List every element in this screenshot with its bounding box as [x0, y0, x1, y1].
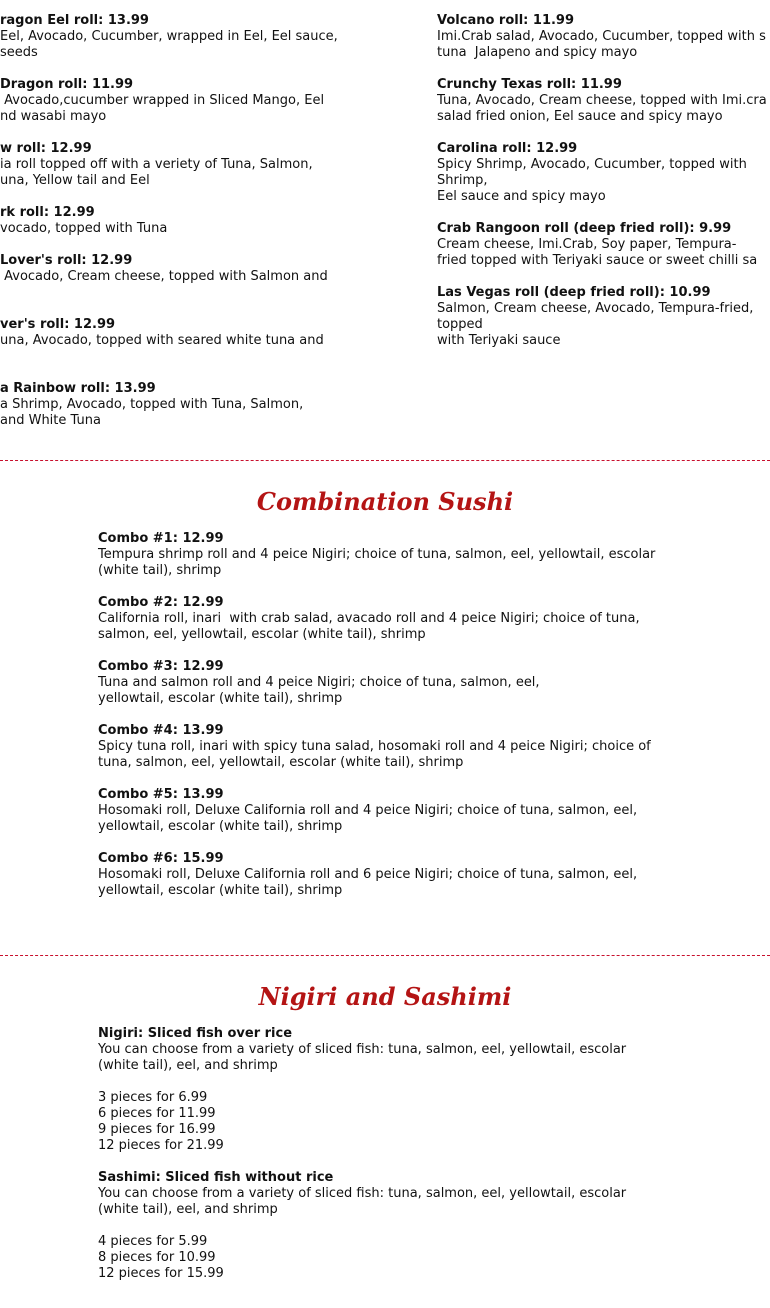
item-desc: yellowtail, escolar (white tail), shrimp: [98, 883, 343, 898]
sashimi-desc: You can choose from a variety of sliced fish: tuna, salmon, eel, yellowtail, escolar: [98, 1186, 627, 1201]
menu-item: [437, 285, 770, 349]
section-heading-combination: Combination Sushi: [256, 487, 514, 516]
menu-item: [0, 141, 360, 189]
item-title: Combo #1: 12.99: [98, 531, 224, 546]
combo-item: [98, 723, 718, 771]
item-desc: Hosomaki roll, Deluxe California roll and 6 peice Nigiri; choice of tuna, salmon, eel,: [98, 867, 638, 882]
item-desc: fried topped with Teriyaki sauce or sweet chilli sa: [437, 253, 758, 268]
sashimi-price: 8 pieces for 10.99: [98, 1250, 216, 1265]
section-divider: [0, 955, 770, 956]
item-desc: ia roll topped off with a veriety of Tuna, Salmon,: [0, 157, 313, 172]
item-desc: topped: [437, 317, 483, 332]
item-desc: Avocado, Cream cheese, topped with Salmon and: [0, 269, 328, 284]
combo-item: [98, 659, 718, 707]
item-desc: Imi.Crab salad, Avocado, Cucumber, topped with s: [437, 29, 766, 44]
nigiri-price: 9 pieces for 16.99: [98, 1122, 216, 1137]
section-divider: [0, 460, 770, 461]
nigiri-title: Nigiri: Sliced fish over rice: [98, 1026, 293, 1041]
item-desc: yellowtail, escolar (white tail), shrimp: [98, 691, 343, 706]
item-desc: salmon, eel, yellowtail, escolar (white tail), shrimp: [98, 627, 426, 642]
item-desc: Eel, Avocado, Cucumber, wrapped in Eel, Eel sauce,: [0, 29, 338, 44]
item-title: rk roll: 12.99: [0, 205, 95, 220]
item-desc: Tempura shrimp roll and 4 peice Nigiri; choice of tuna, salmon, eel, yellowtail, escolar: [98, 547, 656, 562]
item-title: Combo #5: 13.99: [98, 787, 224, 802]
item-desc: Shrimp,: [437, 173, 488, 188]
item-title: a Rainbow roll: 13.99: [0, 381, 156, 396]
menu-item: [0, 13, 360, 61]
item-desc: vocado, topped with Tuna: [0, 221, 168, 236]
item-title: Combo #6: 15.99: [98, 851, 224, 866]
nigiri-price: 6 pieces for 11.99: [98, 1106, 216, 1121]
section-heading-nigiri: Nigiri and Sashimi: [258, 982, 512, 1011]
menu-item: [0, 317, 360, 365]
menu-item: [437, 141, 770, 205]
menu-item: [0, 205, 360, 237]
combination-list: [98, 531, 718, 915]
item-desc: tuna, salmon, eel, yellowtail, escolar (white tail), shrimp: [98, 755, 464, 770]
item-title: Carolina roll: 12.99: [437, 141, 578, 156]
item-title: Dragon roll: 11.99: [0, 77, 134, 92]
item-desc: Hosomaki roll, Deluxe California roll and 4 peice Nigiri; choice of tuna, salmon, eel,: [98, 803, 638, 818]
item-desc: Avocado,cucumber wrapped in Sliced Mango, Eel: [0, 93, 325, 108]
combo-item: [98, 531, 718, 579]
item-desc: nd wasabi mayo: [0, 109, 107, 124]
item-title: ver's roll: 12.99: [0, 317, 116, 332]
item-desc: Spicy tuna roll, inari with spicy tuna salad, hosomaki roll and 4 peice Nigiri; choice of: [98, 739, 651, 754]
item-desc: Cream cheese, Imi.Crab, Soy paper, Tempura-: [437, 237, 737, 252]
item-desc: yellowtail, escolar (white tail), shrimp: [98, 819, 343, 834]
item-desc: Eel sauce and spicy mayo: [437, 189, 606, 204]
item-desc: salad fried onion, Eel sauce and spicy mayo: [437, 109, 723, 124]
item-desc: Salmon, Cream cheese, Avocado, Tempura-fried,: [437, 301, 754, 316]
item-title: Las Vegas roll (deep fried roll): 10.99: [437, 285, 711, 300]
item-desc: with Teriyaki sauce: [437, 333, 561, 348]
item-desc: a Shrimp, Avocado, topped with Tuna, Salmon,: [0, 397, 304, 412]
item-desc: California roll, inari with crab salad, avacado roll and 4 peice Nigiri; choice of tuna,: [98, 611, 640, 626]
item-title: w roll: 12.99: [0, 141, 92, 156]
item-title: Combo #2: 12.99: [98, 595, 224, 610]
nigiri-desc: You can choose from a variety of sliced fish: tuna, salmon, eel, yellowtail, escolar: [98, 1042, 627, 1057]
nigiri-desc: (white tail), eel, and shrimp: [98, 1058, 278, 1073]
rolls-left-column: [0, 13, 360, 445]
menu-item: [437, 221, 770, 269]
sashimi-price: 12 pieces for 15.99: [98, 1266, 224, 1281]
item-desc: Tuna and salmon roll and 4 peice Nigiri; choice of tuna, salmon, eel,: [98, 675, 540, 690]
item-desc: tuna Jalapeno and spicy mayo: [437, 45, 638, 60]
item-desc: Tuna, Avocado, Cream cheese, topped with Imi.cra: [437, 93, 767, 108]
menu-item: [0, 253, 360, 301]
combo-item: [98, 851, 718, 899]
combo-item: [98, 787, 718, 835]
item-title: Crunchy Texas roll: 11.99: [437, 77, 622, 92]
item-desc: [0, 349, 360, 365]
menu-item: [0, 381, 360, 429]
item-title: Crab Rangoon roll (deep fried roll): 9.99: [437, 221, 732, 236]
nigiri-price: 12 pieces for 21.99: [98, 1138, 224, 1153]
nigiri-price: 3 pieces for 6.99: [98, 1090, 208, 1105]
item-desc: una, Yellow tail and Eel: [0, 173, 150, 188]
item-desc: una, Avocado, topped with seared white tuna and: [0, 333, 324, 348]
item-title: Volcano roll: 11.99: [437, 13, 575, 28]
combo-item: [98, 595, 718, 643]
item-title: Combo #3: 12.99: [98, 659, 224, 674]
nigiri-sashimi-block: [98, 1026, 718, 1282]
sashimi-desc: (white tail), eel, and shrimp: [98, 1202, 278, 1217]
rolls-right-column: [437, 13, 770, 365]
sashimi-title: Sashimi: Sliced fish without rice: [98, 1170, 334, 1185]
item-desc: [0, 285, 360, 301]
menu-item: [437, 13, 770, 61]
item-title: ragon Eel roll: 13.99: [0, 13, 149, 28]
item-desc: Spicy Shrimp, Avocado, Cucumber, topped with: [437, 157, 747, 172]
menu-item: [0, 77, 360, 125]
item-title: Combo #4: 13.99: [98, 723, 224, 738]
item-desc: and White Tuna: [0, 413, 101, 428]
sashimi-price: 4 pieces for 5.99: [98, 1234, 208, 1249]
item-desc: seeds: [0, 45, 38, 60]
item-desc: (white tail), shrimp: [98, 563, 222, 578]
menu-item: [437, 77, 770, 125]
item-title: Lover's roll: 12.99: [0, 253, 133, 268]
